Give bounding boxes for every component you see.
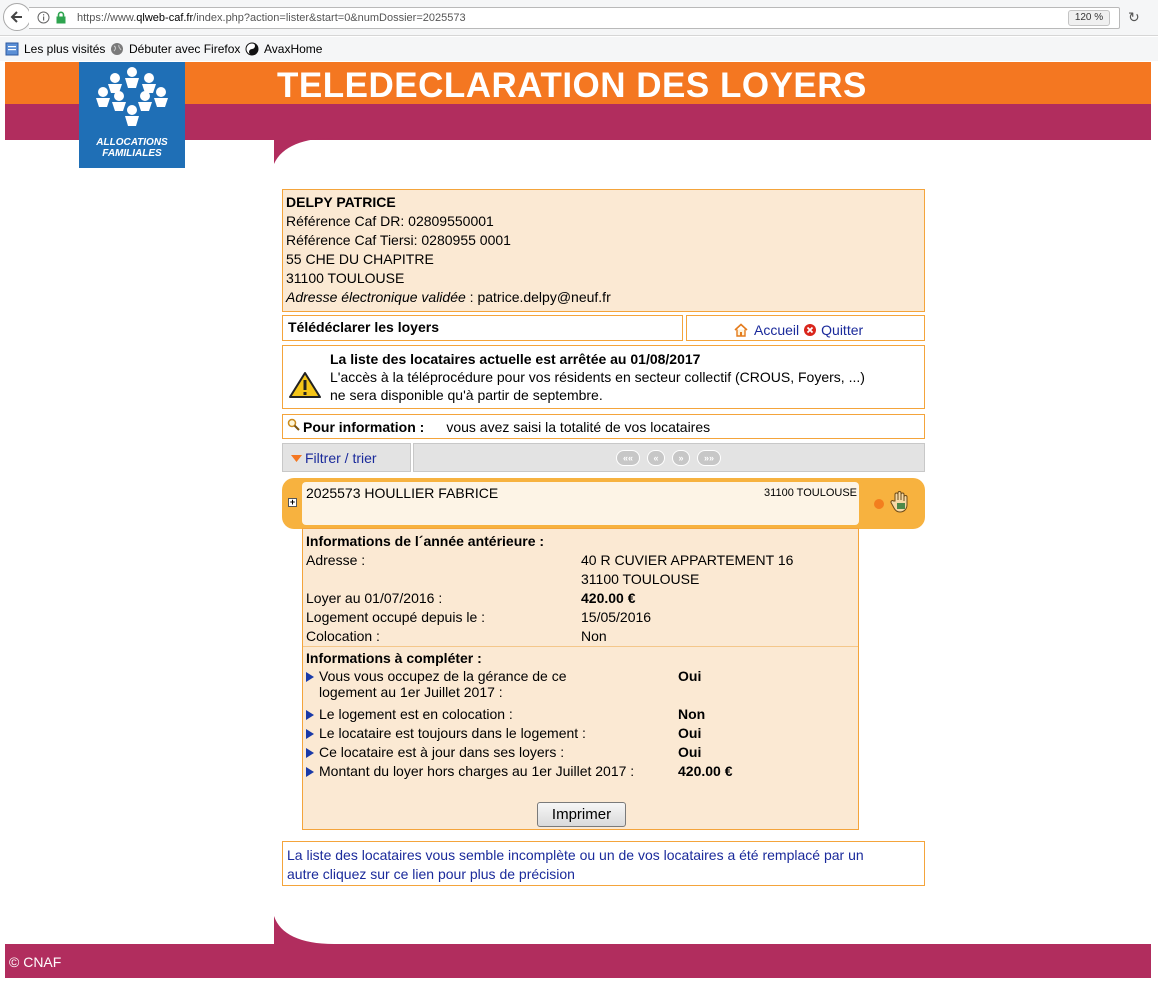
detail-label: Loyer au 01/07/2016 : bbox=[306, 590, 443, 606]
page-title: TELEDECLARATION DES LOYERS bbox=[277, 66, 867, 105]
question-item bbox=[306, 668, 567, 700]
family-figures-icon bbox=[79, 62, 185, 137]
detail-label: Adresse : bbox=[306, 552, 366, 568]
logo-line1: ALLOCATIONS bbox=[96, 137, 168, 148]
reload-icon[interactable]: ↻ bbox=[1128, 9, 1140, 25]
globe-icon bbox=[110, 42, 124, 56]
complete-title: Informations à compléter : bbox=[306, 650, 482, 666]
header-curve-decoration bbox=[274, 138, 334, 164]
footer-band bbox=[5, 944, 1151, 978]
answer-value: Oui bbox=[678, 725, 702, 741]
arrow-right-icon bbox=[306, 767, 314, 777]
url-text: https://www.qlweb-caf.fr/index.php?action=lister&start=0&numDossier=2025573 bbox=[77, 12, 466, 24]
bookmark-firefox[interactable] bbox=[110, 37, 240, 61]
question-item bbox=[306, 763, 634, 779]
previous-year-title: Informations de l´année antérieure : bbox=[306, 533, 545, 549]
bookmark-label: Débuter avec Firefox bbox=[129, 42, 241, 56]
back-arrow-icon bbox=[9, 9, 25, 25]
profile-ref-tiersi: Référence Caf Tiersi: 0280955 0001 bbox=[286, 232, 511, 248]
profile-email-row bbox=[286, 288, 921, 307]
caf-logo bbox=[79, 62, 185, 168]
yin-yang-icon bbox=[245, 42, 259, 56]
question-item bbox=[306, 725, 586, 741]
info-icon[interactable] bbox=[37, 11, 50, 24]
browser-toolbar bbox=[0, 0, 1158, 36]
info-text: vous avez saisi la totalité de vos locataires bbox=[446, 419, 711, 435]
logo-line2: FAMILIALES bbox=[102, 148, 162, 159]
arrow-right-icon bbox=[306, 672, 314, 682]
arrow-right-icon bbox=[306, 748, 314, 758]
detail-value: 15/05/2016 bbox=[581, 609, 652, 625]
nav-links bbox=[686, 315, 925, 341]
question-text bbox=[319, 668, 567, 700]
print-button[interactable]: Imprimer bbox=[537, 802, 626, 827]
notice-line2: ne sera disponible qu'à partir de septembre. bbox=[330, 387, 603, 403]
pagination-bar bbox=[413, 443, 925, 472]
question-item bbox=[306, 744, 564, 760]
question-text: Montant du loyer hors charges au 1er Juillet 2017 : bbox=[319, 763, 635, 779]
tenant-details bbox=[302, 528, 859, 830]
question-item bbox=[306, 706, 513, 722]
tenant-name: 2025573 HOULLIER FABRICE bbox=[306, 485, 499, 501]
email-label: Adresse électronique validée bbox=[286, 289, 466, 305]
info-panel bbox=[282, 414, 925, 439]
detail-value: 420.00 € bbox=[581, 590, 636, 606]
filter-sort-button[interactable] bbox=[282, 443, 411, 472]
profile-city: 31100 TOULOUSE bbox=[286, 270, 405, 286]
email-separator: : bbox=[465, 289, 478, 305]
notice-title: La liste des locataires actuelle est arrêtée au 01/08/2017 bbox=[330, 351, 701, 367]
profile-ref-dr: Référence Caf DR: 02809550001 bbox=[286, 213, 494, 229]
profile-street: 55 CHE DU CHAPITRE bbox=[286, 251, 434, 267]
answer-value: Oui bbox=[678, 668, 702, 684]
footer-copyright: © CNAF bbox=[9, 954, 62, 970]
bookmark-page-icon bbox=[5, 42, 19, 56]
answer-value: Non bbox=[678, 706, 706, 722]
home-link[interactable]: Accueil bbox=[754, 321, 800, 338]
back-button[interactable] bbox=[3, 3, 31, 31]
last-page-icon[interactable]: »» bbox=[697, 450, 721, 466]
notice-line1: L'accès à la téléprocédure pour vos résidents en secteur collectif (CROUS, Foyers, ...) bbox=[330, 369, 865, 385]
address-bar[interactable] bbox=[29, 7, 1120, 29]
link-line1: La liste des locataires vous semble incomplète ou un de vos locataires a été remplacé par un bbox=[287, 847, 864, 863]
question-text: Le logement est en colocation : bbox=[319, 706, 513, 722]
email-value: patrice.delpy@neuf.fr bbox=[477, 289, 611, 305]
bookmark-label: Les plus visités bbox=[24, 42, 106, 56]
teledeclare-heading: Télédéclarer les loyers bbox=[282, 315, 683, 341]
bookmark-most-visited[interactable] bbox=[5, 37, 105, 61]
pagination-controls bbox=[616, 450, 728, 466]
home-icon[interactable] bbox=[733, 323, 749, 337]
tenant-city: 31100 TOULOUSE bbox=[764, 487, 857, 499]
profile-panel bbox=[282, 189, 925, 312]
detail-value: Non bbox=[581, 628, 607, 644]
warning-icon bbox=[288, 371, 322, 399]
arrow-right-icon bbox=[306, 729, 314, 739]
filter-sort-label: Filtrer / trier bbox=[305, 450, 377, 466]
detail-label: Logement occupé depuis le : bbox=[306, 609, 486, 625]
logo-text bbox=[79, 137, 185, 159]
tenant-row bbox=[282, 478, 925, 529]
detail-value: 40 R CUVIER APPARTEMENT 16 bbox=[581, 552, 794, 568]
quit-icon[interactable] bbox=[803, 323, 817, 337]
triangle-down-icon bbox=[291, 455, 302, 462]
bookmark-avaxhome[interactable] bbox=[245, 37, 322, 61]
answer-value: Oui bbox=[678, 744, 702, 760]
question-line: Vous vous occupez de la gérance de ce bbox=[319, 668, 567, 684]
expand-icon[interactable]: + bbox=[289, 497, 296, 507]
question-line: logement au 1er Juillet 2017 : bbox=[319, 684, 503, 700]
footer-curve-decoration bbox=[274, 916, 334, 946]
link-line2: autre cliquez sur ce lien pour plus de précision bbox=[287, 866, 575, 882]
info-label: Pour information : bbox=[303, 419, 425, 435]
incomplete-list-link[interactable] bbox=[282, 841, 925, 886]
prev-page-icon[interactable]: « bbox=[647, 450, 665, 466]
zoom-level-badge[interactable]: 120 % bbox=[1068, 10, 1110, 26]
question-text: Ce locataire est à jour dans ses loyers : bbox=[319, 744, 565, 760]
status-dot-icon bbox=[874, 499, 884, 509]
bookmarks-toolbar bbox=[0, 37, 1158, 61]
detail-label: Colocation : bbox=[306, 628, 380, 644]
next-page-icon[interactable]: » bbox=[672, 450, 690, 466]
tenant-header[interactable] bbox=[302, 482, 859, 525]
profile-name: DELPY PATRICE bbox=[286, 194, 396, 210]
magnifier-icon bbox=[287, 418, 300, 431]
previous-year-section bbox=[303, 529, 858, 647]
answer-value: 420.00 € bbox=[678, 763, 733, 779]
first-page-icon[interactable]: «« bbox=[616, 450, 640, 466]
bookmark-label: AvaxHome bbox=[264, 42, 323, 56]
arrow-right-icon bbox=[306, 710, 314, 720]
quit-link[interactable]: Quitter bbox=[821, 321, 864, 338]
detail-value: 31100 TOULOUSE bbox=[581, 571, 700, 587]
hand-pointer-icon[interactable] bbox=[889, 491, 909, 513]
lock-icon bbox=[55, 11, 67, 24]
question-text: Le locataire est toujours dans le logement : bbox=[319, 725, 586, 741]
notice-panel bbox=[282, 345, 925, 409]
